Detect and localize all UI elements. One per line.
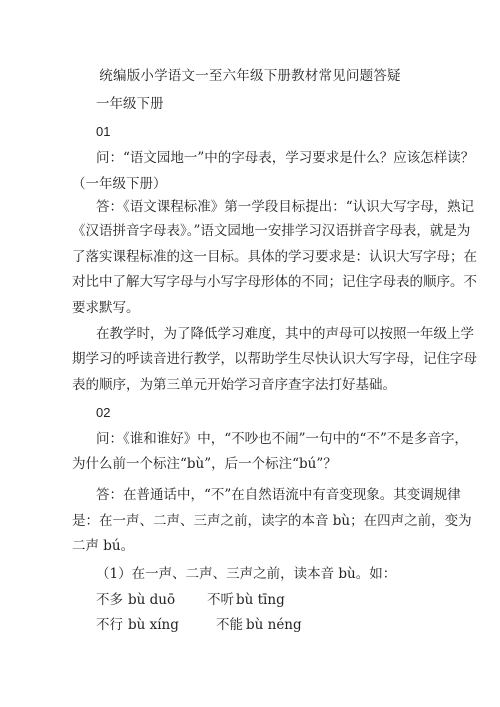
q2-answer-line-3: 二声 bú。 <box>72 538 135 554</box>
q2-answer-line-1: 答：在普通话中，“不”在自然语流中有音变现象。其变调规律 <box>96 487 461 503</box>
q1-teaching-line-1: 在教学时，为了降低学习难度，其中的声母可以按照一年级上学 <box>96 326 474 342</box>
q2-question-line-2: 为什么前一个标注“bù”，后一个标注“bú”？ <box>72 456 337 472</box>
question-number-02: 02 <box>96 405 111 420</box>
example-word: 不听 <box>207 592 234 608</box>
q2-rule-1: （1）在一声、二声、三声之前，读本音 bù。如： <box>96 566 397 582</box>
document-title: 统编版小学语文一至六年级下册教材常见问题答疑 <box>99 68 401 84</box>
example-pinyin: bù xíng <box>128 617 179 633</box>
example-word: 不能 <box>216 617 243 633</box>
q1-teaching-line-2: 期学习的呼读音进行教学，以帮助学生尽快认识大写字母，记住字母 <box>72 351 477 367</box>
question-number-01: 01 <box>96 124 111 139</box>
q1-answer-line-4: 对比中了解大写字母与小写字母形体的不同；记住字母表的顺序。不 <box>72 274 477 290</box>
q1-answer-line-3: 了落实课程标准的这一目标。具体的学习要求是：认识大写字母；在 <box>72 249 477 265</box>
q2-question-line-1: 问：《谁和谁好》中，“不吵也不闹”一句中的“不”不是多音字， <box>96 431 468 447</box>
example-word: 不多 <box>96 592 123 608</box>
example-pinyin: bù duō <box>128 592 176 608</box>
q1-question-line-1: 问：“语文园地一”中的字母表，学习要求是什么？应该怎样读？ <box>96 150 475 166</box>
q1-answer-line-1: 答：《语文课程标准》第一学段目标提出：“认识大写字母，熟记 <box>96 199 475 215</box>
example-pinyin: bù néng <box>246 617 302 633</box>
q1-answer-line-2: 《汉语拼音字母表》。”语文园地一安排学习汉语拼音字母表，就是为 <box>72 223 471 239</box>
q1-teaching-line-3: 表的顺序，为第三单元开始学习音序查字法打好基础。 <box>72 377 396 393</box>
q1-question-line-2: （一年级下册） <box>72 176 167 192</box>
example-pinyin: bù tīng <box>236 592 285 608</box>
q2-answer-line-2: 是：在一声、二声、三声之前，读字的本音 bù；在四声之前，变为 <box>72 513 472 529</box>
section-heading: 一年级下册 <box>96 96 164 112</box>
example-word: 不行 <box>96 617 123 633</box>
q1-answer-line-5: 要求默写。 <box>72 300 140 316</box>
